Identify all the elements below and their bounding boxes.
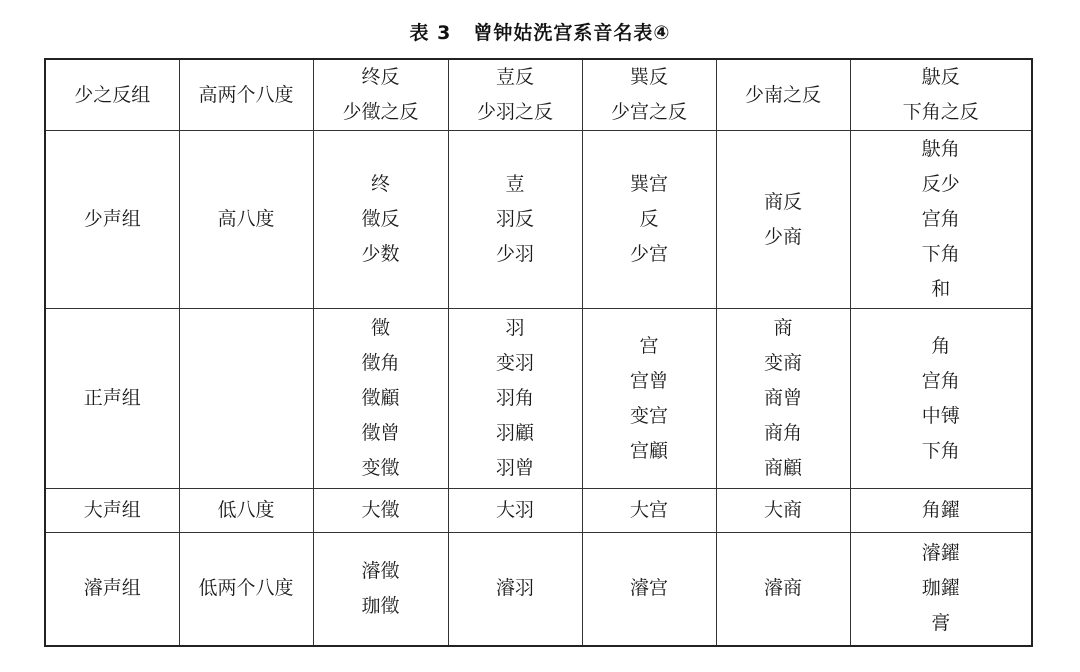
group-cell: [45, 131, 179, 309]
cell-text: 反少: [921, 173, 960, 195]
cell-text: 宫角: [921, 208, 960, 230]
cell-text: 少之反组: [74, 83, 151, 106]
table-cell: [582, 131, 716, 309]
octave-cell: [179, 131, 313, 309]
cell-text: 濬商: [763, 577, 802, 600]
cell-text: 羽反: [495, 208, 534, 230]
cell-text: 大宫: [629, 499, 668, 521]
table-cell: [448, 59, 582, 131]
cell-text: 宫角: [921, 369, 960, 392]
cell-text: 宫曾: [629, 369, 668, 392]
table-cell: [313, 533, 448, 646]
cell-text: 低八度: [217, 499, 275, 521]
table-cell: [850, 131, 1032, 309]
group-cell: [45, 533, 179, 646]
table-cell: [582, 59, 716, 131]
table-row: [45, 309, 1032, 489]
cell-text: 下角之反: [902, 101, 979, 123]
table-cell: [850, 309, 1032, 489]
cell-text: 少数: [361, 243, 400, 265]
table-cell: [313, 59, 448, 131]
group-cell: [45, 59, 179, 131]
cell-text: 变羽: [495, 352, 534, 374]
table-cell: [716, 489, 850, 533]
cell-text: 反: [639, 208, 659, 230]
cell-text: 巽宫: [629, 173, 668, 195]
table-cell: [716, 131, 850, 309]
cell-text: 变商: [763, 352, 802, 374]
cell-text: 角: [931, 334, 951, 357]
cell-text: 中镈: [921, 404, 960, 427]
cell-text: 珈鑃: [921, 577, 960, 600]
group-cell: [45, 489, 179, 533]
table-cell: [582, 489, 716, 533]
pitch-name-table: [44, 58, 1033, 647]
octave-cell: [179, 309, 313, 489]
cell-text: 少商: [763, 225, 802, 248]
cell-text: 壴反: [495, 66, 534, 88]
table-cell: [582, 309, 716, 489]
table-title: 曾钟姑洗宫系音名表④: [473, 22, 671, 44]
cell-text: 羽曾: [495, 457, 534, 479]
table-cell: [448, 131, 582, 309]
table-cell: [448, 489, 582, 533]
table-cell: [716, 309, 850, 489]
cell-text: 和: [931, 278, 951, 300]
cell-text: 商顧: [763, 457, 802, 479]
cell-text: 大羽: [495, 499, 534, 521]
cell-text: 终反: [361, 66, 400, 88]
table-row: [45, 533, 1032, 646]
table-number: 表 3: [409, 22, 452, 44]
cell-text: 终: [370, 173, 390, 195]
cell-text: 低两个八度: [198, 577, 294, 600]
cell-text: 壴: [505, 173, 525, 195]
cell-text: 商曾: [763, 387, 802, 409]
cell-text: 徵顧: [361, 387, 400, 409]
cell-text: 濬鑃: [921, 542, 960, 565]
cell-text: 濬徵: [361, 559, 400, 582]
cell-text: 少声组: [83, 208, 141, 230]
cell-text: 少南之反: [744, 83, 821, 106]
cell-text: 商反: [763, 190, 802, 213]
octave-cell: [179, 59, 313, 131]
cell-text: 羽角: [495, 387, 534, 409]
table-cell: [850, 533, 1032, 646]
table-cell: [716, 533, 850, 646]
cell-text: 高八度: [217, 208, 275, 230]
table-cell: [448, 309, 582, 489]
cell-text: 变宫: [629, 404, 668, 427]
cell-text: 鴃反: [921, 66, 960, 88]
table-row: [45, 131, 1032, 309]
table-row: [45, 489, 1032, 533]
cell-text: 少徵之反: [342, 101, 419, 123]
table-cell: [313, 489, 448, 533]
cell-text: 少宫之反: [610, 101, 687, 123]
table-cell: [716, 59, 850, 131]
octave-cell: [179, 533, 313, 646]
cell-text: 少宫: [629, 243, 668, 265]
table-cell: [448, 533, 582, 646]
cell-text: 少羽: [495, 243, 534, 265]
cell-text: 少羽之反: [476, 101, 553, 123]
cell-text: 商: [773, 317, 793, 339]
cell-text: 大徵: [361, 499, 400, 521]
cell-text: 大商: [763, 499, 802, 521]
cell-text: 膏: [931, 612, 951, 635]
table-row: [45, 59, 1032, 131]
cell-text: 珈徵: [361, 594, 400, 617]
cell-text: 下角: [921, 439, 960, 462]
cell-text: 巽反: [629, 66, 668, 88]
cell-text: 商角: [763, 422, 802, 444]
cell-text: 高两个八度: [198, 83, 294, 106]
cell-text: 濬宫: [629, 577, 668, 600]
table-cell: [582, 533, 716, 646]
table-cell: [313, 131, 448, 309]
cell-text: 宫: [639, 334, 659, 357]
cell-text: 正声组: [83, 387, 141, 409]
cell-text: 宫顧: [629, 439, 668, 462]
cell-text: 大声组: [83, 499, 141, 521]
cell-text: 变徵: [361, 457, 400, 479]
cell-text: 徵反: [361, 208, 400, 230]
cell-text: 角鑃: [921, 499, 960, 521]
cell-text: 徵角: [361, 352, 400, 374]
cell-text: 徵曾: [361, 422, 400, 444]
cell-text: 濬声组: [83, 577, 141, 600]
cell-text: 濬羽: [495, 577, 534, 600]
cell-text: 羽顧: [495, 422, 534, 444]
cell-text: 徵: [370, 317, 390, 339]
cell-text: 下角: [921, 243, 960, 265]
table-cell: [313, 309, 448, 489]
table-cell: [850, 489, 1032, 533]
cell-text: 鴃角: [921, 138, 960, 160]
table-caption: [0, 18, 1080, 45]
cell-text: 羽: [505, 317, 525, 339]
group-cell: [45, 309, 179, 489]
table-cell: [850, 59, 1032, 131]
octave-cell: [179, 489, 313, 533]
